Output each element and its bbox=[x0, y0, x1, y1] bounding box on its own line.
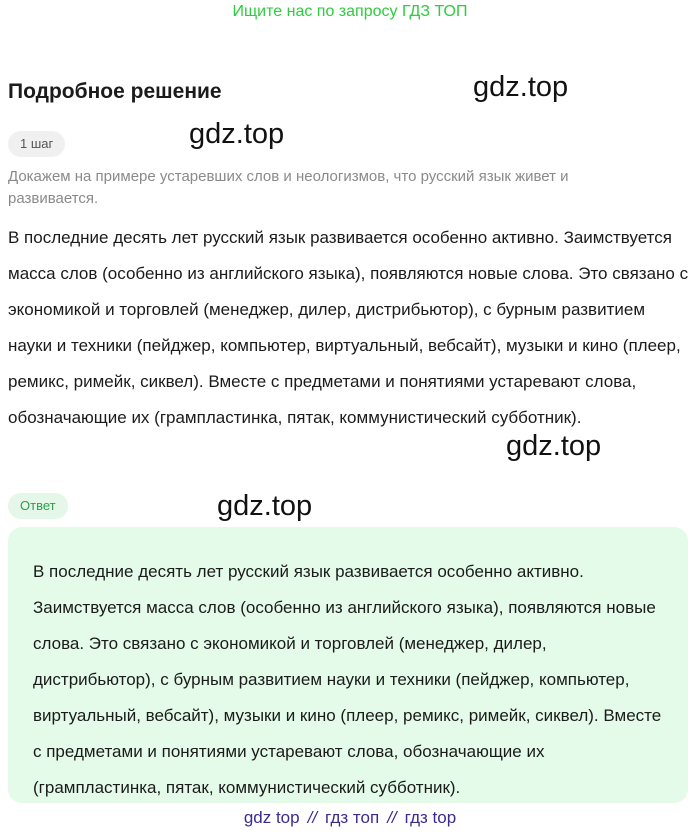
answer-text: В последние десять лет русский язык развивается особенно активно. Заимствуется масса слов (особенно из английского языка), появляются новые слова. Это связано с экономикой и торговлей (менеджер, дилер, дистрибьютор), с бурным развитием науки и техники (пейджер, компьютер, виртуальный, вебсайт), музыки и кино (плеер, ремикс, римейк, сиквел). Вместе с предметами и понятиями устаревают слова, обозначающие их (грампластинка, пятак, коммунистический субботник). bbox=[33, 562, 662, 797]
step-badge: 1 шаг bbox=[8, 131, 65, 157]
search-hint-banner: Ищите нас по запросу ГДЗ ТОП bbox=[232, 3, 468, 20]
footer-link[interactable]: гдз топ bbox=[325, 808, 380, 827]
watermark: gdz.top bbox=[473, 71, 569, 103]
answer-badge: Ответ bbox=[8, 493, 68, 519]
footer-separator: // bbox=[307, 808, 318, 827]
watermark: gdz.top bbox=[217, 490, 313, 522]
step-intro-text: Докажем на примере устаревших слов и неологизмов, что русский язык живет и развивается. bbox=[8, 168, 569, 207]
section-title: Подробное решение bbox=[8, 80, 222, 103]
watermark: gdz.top bbox=[506, 430, 602, 462]
footer-link[interactable]: гдз top bbox=[404, 808, 457, 827]
solution-text: В последние десять лет русский язык развивается особенно активно. Заимствуется масса слов (особенно из английского языка), появляются новые слова. Это связано с экономикой и торговлей (менеджер, дилер, дистрибьютор), с бурным развитием науки и техники (пейджер, компьютер, виртуальный, вебсайт), музыки и кино (плеер, ремикс, римейк, сиквел). Вместе с предметами и понятиями устаревают слова, обозначающие их (грампластинка, пятак, коммунистический субботник). bbox=[8, 228, 689, 427]
footer-link[interactable]: gdz top bbox=[243, 808, 300, 827]
footer-links bbox=[0, 806, 700, 830]
watermark: gdz.top bbox=[189, 118, 285, 150]
footer-separator: // bbox=[387, 808, 397, 827]
